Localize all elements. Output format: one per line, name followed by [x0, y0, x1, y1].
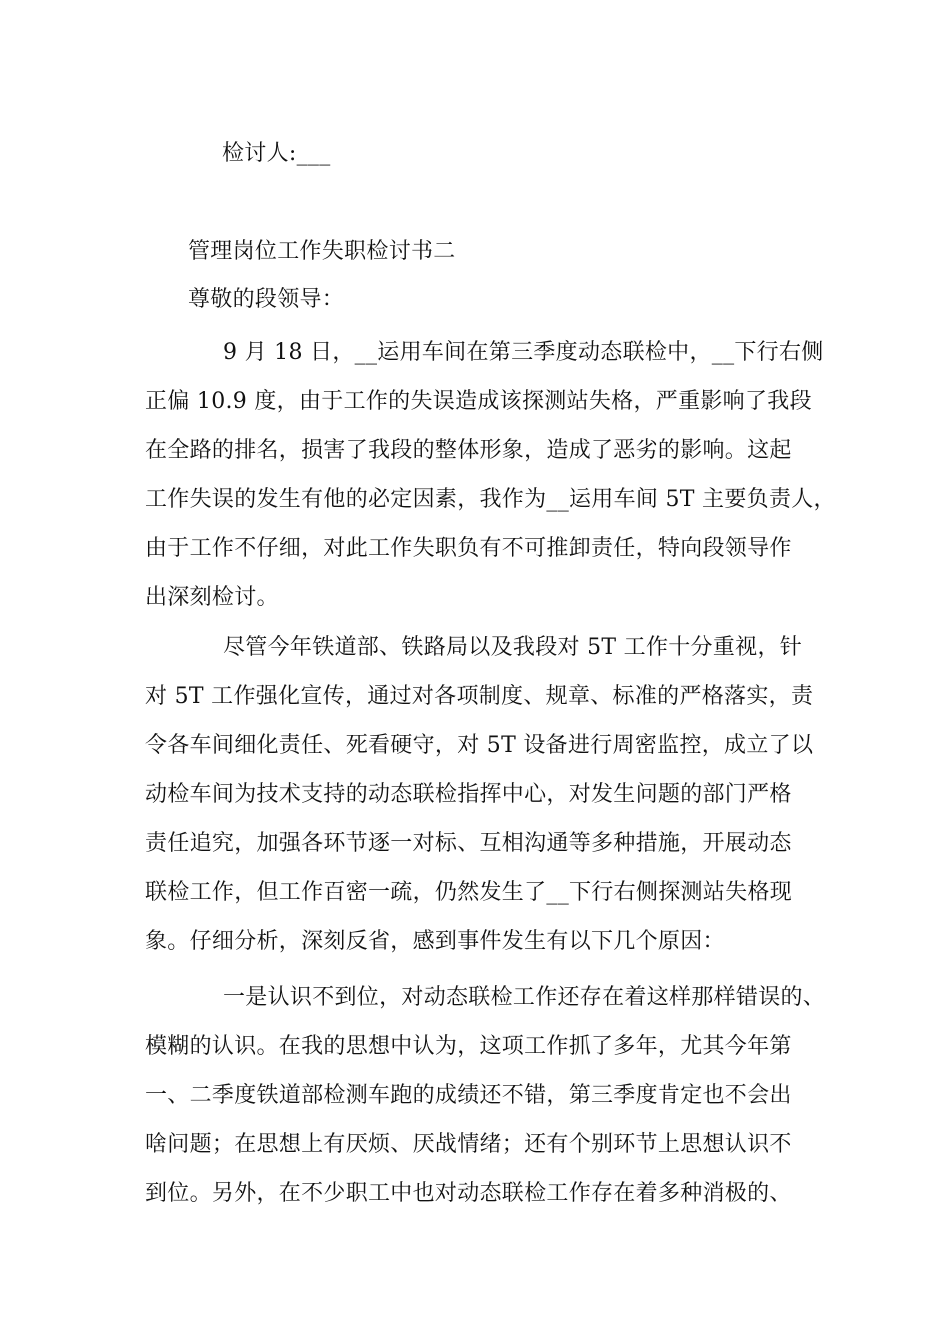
salutation: 尊敬的段领导： [188, 287, 345, 312]
paragraph-line: 9 月 18 日，__运用车间在第三季度动态联检中，__下行右侧 [223, 340, 824, 365]
paragraph-line: 责任追究，加强各环节逐一对标、互相沟通等多种措施，开展动态 [145, 831, 792, 856]
paragraph-line: 出深刻检讨。 [145, 585, 279, 610]
paragraph-2 [145, 633, 825, 976]
paragraph-line: 到位。另外，在不少职工中也对动态联检工作存在着多种消极的、 [145, 1181, 792, 1206]
document-title: 管理岗位工作失职检讨书二 [188, 239, 456, 264]
paragraph-line: 尽管今年铁道部、铁路局以及我段对 5T 工作十分重视，针 [223, 635, 803, 660]
paragraph-line: 一是认识不到位，对动态联检工作还存在着这样那样错误的、 [223, 985, 826, 1010]
paragraph-line: 啥问题；在思想上有厌烦、厌战情绪；还有个别环节上思想认识不 [145, 1132, 792, 1157]
paragraph-line: 对 5T 工作强化宣传，通过对各项制度、规章、标准的严格落实，责 [145, 684, 814, 709]
paragraph-line: 象。仔细分析，深刻反省，感到事件发生有以下几个原因： [145, 929, 725, 954]
paragraph-line: 动检车间为技术支持的动态联检指挥中心，对发生问题的部门严格 [145, 782, 792, 807]
paragraph-line: 一、二季度铁道部检测车跑的成绩还不错，第三季度肯定也不会出 [145, 1083, 792, 1108]
paragraph-line: 模糊的认识。在我的思想中认为，这项工作抓了多年，尤其今年第 [145, 1034, 792, 1059]
paragraph-line: 工作失误的发生有他的必定因素，我作为__运用车间 5T 主要负责人， [145, 487, 836, 512]
paragraph-line: 正偏 10.9 度，由于工作的失误造成该探测站失格，严重影响了我段 [145, 389, 812, 414]
paragraph-line: 由于工作不仔细，对此工作失职负有不可推卸责任，特向段领导作 [145, 536, 792, 561]
signer-line: 检讨人:___ [222, 141, 331, 166]
paragraph-line: 令各车间细化责任、死看硬守，对 5T 设备进行周密监控，成立了以 [145, 733, 814, 758]
paragraph-line: 在全路的排名，损害了我段的整体形象，造成了恶劣的影响。这起 [145, 438, 792, 463]
paragraph-3 [145, 983, 825, 1228]
paragraph-1 [145, 338, 836, 632]
paragraph-line: 联检工作，但工作百密一疏，仍然发生了__下行右侧探测站失格现 [145, 880, 793, 905]
